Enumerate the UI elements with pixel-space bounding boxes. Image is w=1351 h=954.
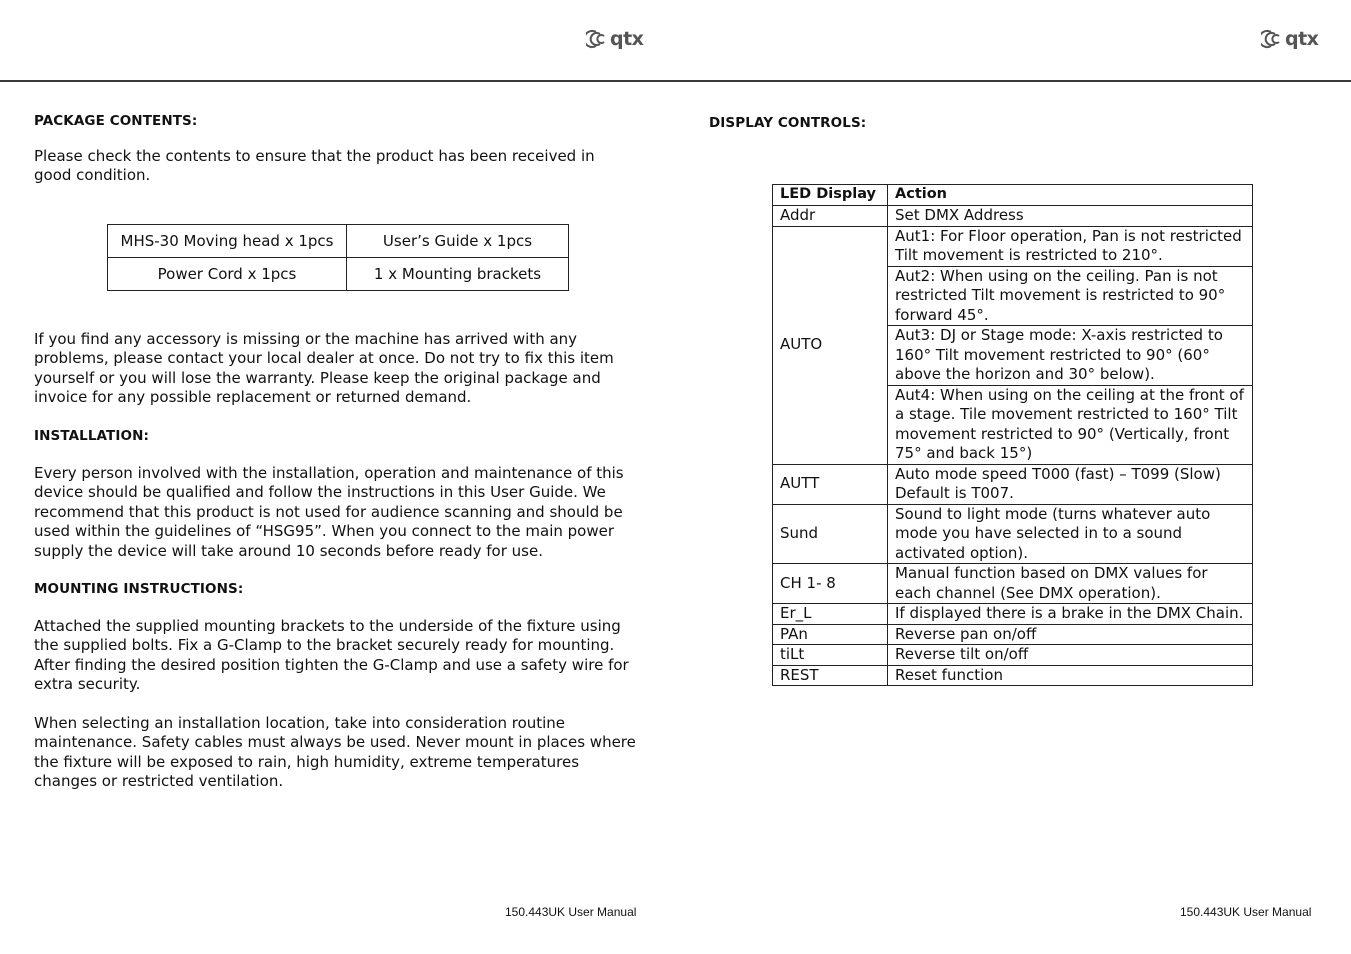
action-text: Aut2: When using on the ceiling. Pan is not restricted Tilt movement is restricted to 90° forward 45°. (888, 266, 1253, 326)
table-row (773, 464, 1253, 504)
table-row (773, 564, 1253, 604)
table-row (773, 624, 1253, 645)
table-header-row (773, 185, 1253, 206)
led-code: Sund (773, 504, 888, 564)
led-code: PAn (773, 624, 888, 645)
mounting-text-2: When selecting an installation location, take into consideration routine maintenance. Safety cables must always be used. Never mount in places where the fixture will be exposed to rain, high humidity, extreme temperatures changes or restricted ventilation. (34, 714, 636, 791)
qtx-logo-left (586, 28, 643, 50)
table-row (773, 665, 1253, 686)
logo-text: qtx (1285, 28, 1319, 50)
package-intro-text: Please check the contents to ensure that the product has been received in good condition. (34, 147, 595, 185)
logo-text: qtx (610, 28, 644, 50)
right-page-footer: 150.443UK User Manual (1180, 905, 1312, 919)
action-text: Reverse tilt on/off (888, 645, 1253, 666)
action-text: Reverse pan on/off (888, 624, 1253, 645)
table-row (108, 225, 569, 258)
qtx-logo-icon (1261, 29, 1283, 49)
table-row (773, 604, 1253, 625)
action-text: Reset function (888, 665, 1253, 686)
header-divider (0, 80, 1351, 82)
installation-heading: INSTALLATION: (34, 428, 149, 444)
package-contents-heading: PACKAGE CONTENTS: (34, 113, 198, 129)
table-cell: Power Cord x 1pcs (108, 258, 347, 291)
action-text: Set DMX Address (888, 206, 1253, 227)
led-code: Addr (773, 206, 888, 227)
installation-text: Every person involved with the installation, operation and maintenance of this device should be qualified and follow the instructions in this User Guide. We recommend that this product is not used for audience scanning and should be used within the guidelines of “HSG95”. When you connect to the main power supply the device will take around 10 seconds before ready for use. (34, 464, 624, 560)
led-code: Er_L (773, 604, 888, 625)
table-row (773, 645, 1253, 666)
package-contents-table (107, 224, 569, 291)
mounting-text-1: Attached the supplied mounting brackets to the underside of the fixture using the supplied bolts. Fix a G-Clamp to the bracket securely ready for mounting. After finding the desired position tighten the G-Clamp and use a safety wire for extra security. (34, 617, 629, 694)
table-cell: 1 x Mounting brackets (347, 258, 569, 291)
display-controls-heading: DISPLAY CONTROLS: (709, 115, 867, 131)
action-text: Aut3: DJ or Stage mode: X-axis restricted to 160° Tilt movement restricted to 90° (60° above the horizon and 30° below). (888, 326, 1253, 386)
table-row (773, 226, 1253, 266)
left-page-footer: 150.443UK User Manual (505, 905, 637, 919)
action-text: Manual function based on DMX values for each channel (See DMX operation). (888, 564, 1253, 604)
led-code: tiLt (773, 645, 888, 666)
table-cell: MHS-30 Moving head x 1pcs (108, 225, 347, 258)
table-row (773, 504, 1253, 564)
table-row (773, 206, 1253, 227)
qtx-logo-icon (586, 29, 608, 49)
table-row (108, 258, 569, 291)
led-code: AUTT (773, 464, 888, 504)
qtx-logo-right (1261, 28, 1318, 50)
column-header-action: Action (888, 185, 1253, 206)
missing-accessory-text: If you find any accessory is missing or the machine has arrived with any problems, please contact your local dealer at once. Do not try to fix this item yourself or you will lose the warranty. Please keep the original package and invoice for any possible replacement or returned demand. (34, 330, 614, 407)
display-controls-table (772, 184, 1253, 686)
action-text: If displayed there is a brake in the DMX Chain. (888, 604, 1253, 625)
action-text: Sound to light mode (turns whatever auto mode you have selected in to a sound activated option). (888, 504, 1253, 564)
action-text: Aut1: For Floor operation, Pan is not restricted Tilt movement is restricted to 210°. (888, 226, 1253, 266)
mounting-heading: MOUNTING INSTRUCTIONS: (34, 581, 244, 597)
led-code: REST (773, 665, 888, 686)
action-text: Auto mode speed T000 (fast) – T099 (Slow) Default is T007. (888, 464, 1253, 504)
led-code: AUTO (773, 226, 888, 464)
action-text: Aut4: When using on the ceiling at the front of a stage. Tile movement restricted to 160° Tilt movement restricted to 90° (Vertically, front 75° and back 15°) (888, 385, 1253, 464)
column-header-led-display: LED Display (773, 185, 888, 206)
table-cell: User’s Guide x 1pcs (347, 225, 569, 258)
led-code: CH 1- 8 (773, 564, 888, 604)
